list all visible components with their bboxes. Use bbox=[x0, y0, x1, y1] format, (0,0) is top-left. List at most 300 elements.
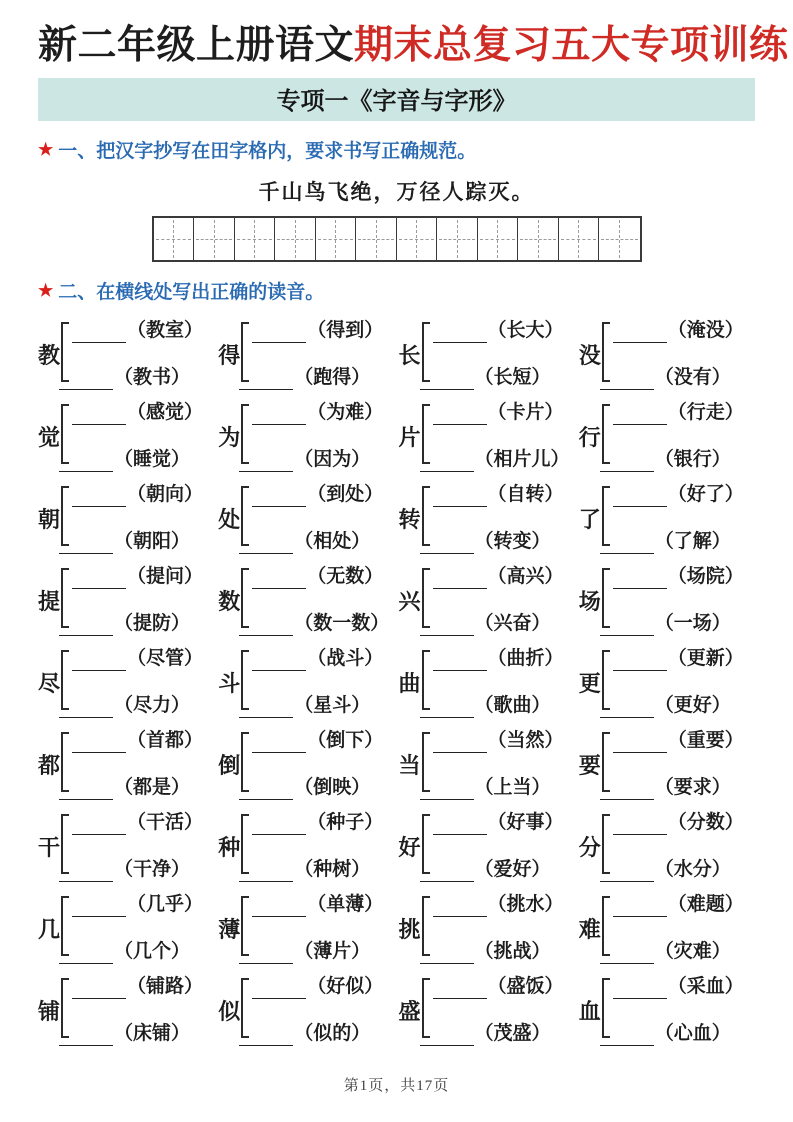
entry-lines bbox=[252, 891, 383, 966]
blank-underline bbox=[600, 621, 654, 636]
entry-line-2 bbox=[239, 1022, 383, 1046]
entry-line-2 bbox=[600, 448, 744, 472]
blank-underline bbox=[59, 1031, 113, 1046]
blank-underline bbox=[59, 785, 113, 800]
entry-lines bbox=[252, 399, 383, 474]
star-icon: ★ bbox=[38, 280, 54, 300]
pronunciation-entry bbox=[399, 973, 575, 1048]
pronunciation-entry bbox=[579, 809, 755, 884]
entry-word-2: （相处） bbox=[294, 531, 371, 553]
entry-character: 好 bbox=[398, 834, 421, 860]
blank-underline bbox=[420, 949, 474, 964]
entry-word-1: （几乎） bbox=[127, 893, 204, 915]
page-title-red-part: 期末总复习五大专项训练 bbox=[354, 24, 789, 67]
pronunciation-entry bbox=[38, 727, 214, 802]
entry-line-2 bbox=[59, 366, 203, 390]
entry-word-1: （长大） bbox=[487, 319, 564, 341]
tianzige-cell bbox=[599, 218, 640, 260]
entry-word-1: （挑水） bbox=[487, 893, 564, 915]
blank-underline bbox=[600, 949, 654, 964]
blank-underline bbox=[252, 738, 306, 753]
entry-lines bbox=[252, 645, 383, 720]
blank-underline bbox=[59, 621, 113, 636]
entry-word-1: （首都） bbox=[127, 729, 204, 751]
tianzige-cell bbox=[559, 218, 600, 260]
entry-character: 斗 bbox=[218, 670, 241, 696]
entry-word-1: （得到） bbox=[307, 319, 384, 341]
entry-line-2 bbox=[420, 858, 564, 882]
entry-line-1 bbox=[613, 975, 744, 999]
section-1-heading bbox=[38, 136, 755, 163]
entry-word-1: （尽管） bbox=[127, 647, 204, 669]
entry-line-1 bbox=[252, 811, 383, 835]
entry-lines bbox=[613, 727, 744, 802]
entry-word-2: （跑得） bbox=[294, 367, 371, 389]
pronunciation-entry bbox=[38, 481, 214, 556]
entry-word-2: （星斗） bbox=[294, 695, 371, 717]
entry-word-2: （转变） bbox=[474, 531, 551, 553]
blank-underline bbox=[613, 820, 667, 835]
entry-line-2 bbox=[59, 940, 203, 964]
entry-line-1 bbox=[252, 401, 383, 425]
entry-line-2 bbox=[420, 366, 564, 390]
entry-word-1: （重要） bbox=[667, 729, 744, 751]
blank-underline bbox=[420, 621, 474, 636]
pronunciation-entry bbox=[579, 317, 755, 392]
blank-underline bbox=[433, 656, 487, 671]
pronunciation-entry bbox=[218, 973, 394, 1048]
entry-character: 曲 bbox=[398, 670, 421, 696]
blank-underline bbox=[59, 539, 113, 554]
entry-word-2: （因为） bbox=[294, 449, 371, 471]
tianzige-cell bbox=[478, 218, 519, 260]
blank-underline bbox=[59, 457, 113, 472]
entry-word-2: （歌曲） bbox=[474, 695, 551, 717]
entry-character: 行 bbox=[578, 424, 601, 450]
tianzige-cell bbox=[356, 218, 397, 260]
entry-line-2 bbox=[600, 776, 744, 800]
entry-line-1 bbox=[252, 975, 383, 999]
entry-line-2 bbox=[59, 448, 203, 472]
practice-sentence: 千山鸟飞绝，万径人踪灭。 bbox=[258, 179, 535, 204]
entry-lines bbox=[613, 891, 744, 966]
pronunciation-entry bbox=[579, 399, 755, 474]
pronunciation-entry bbox=[399, 809, 575, 884]
pronunciation-entry bbox=[579, 973, 755, 1048]
entry-word-2: （爱好） bbox=[474, 859, 551, 881]
entry-lines bbox=[613, 481, 744, 556]
entry-line-1 bbox=[433, 893, 564, 917]
entry-word-1: （到处） bbox=[307, 483, 384, 505]
entry-word-2: （尽力） bbox=[114, 695, 191, 717]
entry-line-1 bbox=[252, 319, 383, 343]
blank-underline bbox=[252, 492, 306, 507]
entry-character: 片 bbox=[398, 424, 421, 450]
page-title bbox=[38, 24, 789, 69]
blank-underline bbox=[239, 539, 293, 554]
blank-underline bbox=[433, 328, 487, 343]
entry-line-1 bbox=[72, 975, 203, 999]
entry-line-2 bbox=[600, 694, 744, 718]
pronunciation-entry bbox=[218, 563, 394, 638]
entry-character: 长 bbox=[398, 342, 421, 368]
entry-line-1 bbox=[252, 565, 389, 589]
entry-word-2: （种树） bbox=[294, 859, 371, 881]
blank-underline bbox=[239, 621, 293, 636]
entry-lines bbox=[613, 399, 744, 474]
entry-line-1 bbox=[613, 729, 744, 753]
entry-word-1: （淹没） bbox=[667, 319, 744, 341]
blank-underline bbox=[239, 703, 293, 718]
entry-line-1 bbox=[613, 401, 744, 425]
entry-word-2: （要求） bbox=[654, 777, 731, 799]
entry-word-1: （单薄） bbox=[307, 893, 384, 915]
blank-underline bbox=[600, 867, 654, 882]
blank-underline bbox=[72, 984, 126, 999]
blank-underline bbox=[239, 785, 293, 800]
entry-character: 难 bbox=[578, 916, 601, 942]
entry-word-2: （几个） bbox=[114, 941, 191, 963]
entry-character: 转 bbox=[398, 506, 421, 532]
entry-line-2 bbox=[420, 530, 564, 554]
entry-line-1 bbox=[72, 729, 203, 753]
pronunciation-entry bbox=[579, 891, 755, 966]
blank-underline bbox=[72, 492, 126, 507]
entry-lines bbox=[72, 317, 203, 392]
pronunciation-entry bbox=[38, 645, 214, 720]
entry-character: 似 bbox=[218, 998, 241, 1024]
entry-lines bbox=[613, 973, 744, 1048]
entry-word-1: （曲折） bbox=[487, 647, 564, 669]
entry-word-1: （干活） bbox=[127, 811, 204, 833]
blank-underline bbox=[613, 738, 667, 753]
entry-lines bbox=[613, 563, 744, 638]
pronunciation-entry bbox=[218, 891, 394, 966]
entry-line-2 bbox=[59, 530, 203, 554]
entry-character: 觉 bbox=[38, 424, 61, 450]
entry-character: 血 bbox=[578, 998, 601, 1024]
entry-character: 了 bbox=[578, 506, 601, 532]
entry-line-2 bbox=[420, 940, 564, 964]
entry-line-2 bbox=[59, 612, 203, 636]
pronunciation-entry bbox=[579, 481, 755, 556]
entry-lines bbox=[72, 481, 203, 556]
entry-line-1 bbox=[72, 565, 203, 589]
pronunciation-entry bbox=[399, 399, 575, 474]
pronunciation-entry bbox=[38, 317, 214, 392]
entry-line-2 bbox=[600, 366, 744, 390]
entry-word-1: （好似） bbox=[307, 975, 384, 997]
entry-word-2: （似的） bbox=[294, 1023, 371, 1045]
entry-character: 干 bbox=[38, 834, 61, 860]
blank-underline bbox=[600, 785, 654, 800]
blank-underline bbox=[420, 375, 474, 390]
entry-lines bbox=[433, 809, 564, 884]
entry-lines bbox=[72, 891, 203, 966]
blank-underline bbox=[420, 867, 474, 882]
entry-word-1: （好事） bbox=[487, 811, 564, 833]
entry-character: 要 bbox=[578, 752, 601, 778]
entry-word-1: （难题） bbox=[667, 893, 744, 915]
entry-line-2 bbox=[239, 776, 383, 800]
entry-line-2 bbox=[239, 612, 389, 636]
entry-lines bbox=[72, 645, 203, 720]
entry-word-1: （自转） bbox=[487, 483, 564, 505]
entry-line-1 bbox=[252, 893, 383, 917]
entry-lines bbox=[252, 481, 383, 556]
star-icon: ★ bbox=[38, 139, 54, 159]
entry-word-2: （倒映） bbox=[294, 777, 371, 799]
entry-word-2: （灾难） bbox=[654, 941, 731, 963]
entry-lines bbox=[72, 563, 203, 638]
entry-word-2: （提防） bbox=[114, 613, 191, 635]
blank-underline bbox=[239, 867, 293, 882]
entry-word-2: （长短） bbox=[474, 367, 551, 389]
entry-lines bbox=[433, 317, 564, 392]
blank-underline bbox=[59, 867, 113, 882]
entry-line-1 bbox=[433, 729, 564, 753]
section-2-instruction: 二、在横线处写出正确的读音。 bbox=[58, 281, 325, 303]
blank-underline bbox=[420, 457, 474, 472]
pronunciation-entry bbox=[38, 891, 214, 966]
entry-character: 倒 bbox=[218, 752, 241, 778]
entry-word-1: （为难） bbox=[307, 401, 384, 423]
entry-character: 盛 bbox=[398, 998, 421, 1024]
pronunciation-entry bbox=[218, 645, 394, 720]
entry-word-2: （一场） bbox=[654, 613, 731, 635]
tianzige-cell bbox=[194, 218, 235, 260]
entry-lines bbox=[613, 809, 744, 884]
entry-word-1: （采血） bbox=[667, 975, 744, 997]
entry-lines bbox=[433, 891, 564, 966]
tianzige-cell bbox=[397, 218, 438, 260]
entry-character: 没 bbox=[578, 342, 601, 368]
blank-underline bbox=[433, 574, 487, 589]
entry-line-1 bbox=[433, 565, 564, 589]
entry-lines bbox=[433, 399, 570, 474]
entry-lines bbox=[72, 399, 203, 474]
entry-word-2: （都是） bbox=[114, 777, 191, 799]
entry-line-1 bbox=[72, 893, 203, 917]
blank-underline bbox=[72, 574, 126, 589]
entry-character: 尽 bbox=[38, 670, 61, 696]
entry-line-2 bbox=[420, 776, 564, 800]
blank-underline bbox=[72, 738, 126, 753]
pronunciation-entry bbox=[38, 809, 214, 884]
blank-underline bbox=[72, 656, 126, 671]
entry-word-2: （床铺） bbox=[114, 1023, 191, 1045]
blank-underline bbox=[433, 902, 487, 917]
entry-line-2 bbox=[59, 776, 203, 800]
entry-lines bbox=[613, 645, 744, 720]
blank-underline bbox=[600, 375, 654, 390]
subtitle-banner bbox=[38, 78, 755, 121]
blank-underline bbox=[252, 902, 306, 917]
blank-underline bbox=[420, 1031, 474, 1046]
blank-underline bbox=[252, 574, 306, 589]
blank-underline bbox=[252, 984, 306, 999]
pronunciation-entry bbox=[218, 399, 394, 474]
entry-line-1 bbox=[433, 811, 564, 835]
entry-line-1 bbox=[72, 647, 203, 671]
entry-character: 分 bbox=[578, 834, 601, 860]
tianzige-cell bbox=[437, 218, 478, 260]
entry-word-2: （相片儿） bbox=[474, 449, 570, 471]
entry-line-1 bbox=[72, 319, 203, 343]
pronunciation-entry bbox=[38, 563, 214, 638]
entry-line-1 bbox=[252, 647, 383, 671]
entry-line-1 bbox=[433, 975, 564, 999]
entry-word-1: （铺路） bbox=[127, 975, 204, 997]
tianzige-cell bbox=[235, 218, 276, 260]
entry-word-2: （数一数） bbox=[294, 613, 390, 635]
entry-character: 数 bbox=[218, 588, 241, 614]
entry-word-2: （心血） bbox=[654, 1023, 731, 1045]
entry-word-1: （好了） bbox=[667, 483, 744, 505]
blank-underline bbox=[72, 902, 126, 917]
entry-character: 朝 bbox=[38, 506, 61, 532]
blank-underline bbox=[600, 703, 654, 718]
entry-lines bbox=[72, 973, 203, 1048]
entry-line-1 bbox=[433, 647, 564, 671]
entry-lines bbox=[252, 727, 383, 802]
blank-underline bbox=[252, 410, 306, 425]
entry-line-2 bbox=[239, 366, 383, 390]
tianzige-grid bbox=[152, 216, 642, 262]
entry-line-2 bbox=[600, 612, 744, 636]
pronunciation-entry bbox=[399, 645, 575, 720]
blank-underline bbox=[613, 574, 667, 589]
pronunciation-entry bbox=[579, 645, 755, 720]
entry-lines bbox=[72, 809, 203, 884]
blank-underline bbox=[600, 1031, 654, 1046]
pronunciation-entry bbox=[218, 727, 394, 802]
entry-line-1 bbox=[613, 319, 744, 343]
entry-line-2 bbox=[59, 1022, 203, 1046]
blank-underline bbox=[433, 738, 487, 753]
entry-character: 种 bbox=[218, 834, 241, 860]
entry-line-2 bbox=[239, 530, 383, 554]
entry-word-1: （感觉） bbox=[127, 401, 204, 423]
blank-underline bbox=[239, 375, 293, 390]
blank-underline bbox=[433, 984, 487, 999]
tianzige-cell bbox=[154, 218, 195, 260]
entry-word-2: （更好） bbox=[654, 695, 731, 717]
entry-line-1 bbox=[613, 565, 744, 589]
entry-word-1: （分数） bbox=[667, 811, 744, 833]
entry-word-1: （当然） bbox=[487, 729, 564, 751]
blank-underline bbox=[613, 328, 667, 343]
entry-line-2 bbox=[600, 858, 744, 882]
entry-word-1: （无数） bbox=[307, 565, 384, 587]
pronunciation-entry bbox=[399, 563, 575, 638]
blank-underline bbox=[239, 1031, 293, 1046]
entry-word-1: （高兴） bbox=[487, 565, 564, 587]
entry-character: 更 bbox=[578, 670, 601, 696]
entry-line-2 bbox=[420, 1022, 564, 1046]
entry-word-2: （朝阳） bbox=[114, 531, 191, 553]
entry-line-2 bbox=[600, 530, 744, 554]
pronunciation-entry bbox=[399, 891, 575, 966]
section-2-heading bbox=[38, 277, 755, 304]
entry-line-2 bbox=[600, 940, 744, 964]
entry-lines bbox=[433, 481, 564, 556]
pronunciation-entry bbox=[218, 481, 394, 556]
entry-line-2 bbox=[239, 858, 383, 882]
entry-character: 得 bbox=[218, 342, 241, 368]
blank-underline bbox=[613, 492, 667, 507]
blank-underline bbox=[252, 656, 306, 671]
entry-line-2 bbox=[239, 694, 383, 718]
entry-character: 处 bbox=[218, 506, 241, 532]
pronunciation-entry bbox=[579, 727, 755, 802]
entry-word-1: （行走） bbox=[667, 401, 744, 423]
entry-lines bbox=[252, 973, 383, 1048]
entry-word-2: （睡觉） bbox=[114, 449, 191, 471]
entry-line-2 bbox=[239, 448, 383, 472]
entry-line-2 bbox=[420, 694, 564, 718]
pronunciation-entry bbox=[38, 399, 214, 474]
entry-line-1 bbox=[252, 729, 383, 753]
blank-underline bbox=[59, 949, 113, 964]
entry-word-1: （更新） bbox=[667, 647, 744, 669]
blank-underline bbox=[72, 820, 126, 835]
blank-underline bbox=[613, 656, 667, 671]
entry-word-1: （种子） bbox=[307, 811, 384, 833]
entry-character: 挑 bbox=[398, 916, 421, 942]
entry-line-1 bbox=[433, 319, 564, 343]
blank-underline bbox=[420, 539, 474, 554]
entry-word-1: （提问） bbox=[127, 565, 204, 587]
entry-word-1: （倒下） bbox=[307, 729, 384, 751]
entry-lines bbox=[433, 645, 564, 720]
blank-underline bbox=[600, 539, 654, 554]
blank-underline bbox=[59, 375, 113, 390]
entry-word-1: （场院） bbox=[667, 565, 744, 587]
entry-lines bbox=[433, 973, 564, 1048]
pronunciation-entry bbox=[399, 727, 575, 802]
entry-line-2 bbox=[420, 448, 570, 472]
entry-word-2: （上当） bbox=[474, 777, 551, 799]
subtitle-text: 专项一《字音与字形》 bbox=[276, 88, 517, 115]
entry-word-2: （薄片） bbox=[294, 941, 371, 963]
pronunciation-entry bbox=[399, 481, 575, 556]
blank-underline bbox=[72, 328, 126, 343]
entry-word-2: （了解） bbox=[654, 531, 731, 553]
entry-lines bbox=[252, 317, 383, 392]
entry-line-2 bbox=[59, 694, 203, 718]
pronunciation-entry bbox=[218, 809, 394, 884]
entry-line-1 bbox=[72, 401, 203, 425]
blank-underline bbox=[72, 410, 126, 425]
blank-underline bbox=[420, 785, 474, 800]
entry-word-2: （水分） bbox=[654, 859, 731, 881]
entry-character: 当 bbox=[398, 752, 421, 778]
entry-lines bbox=[613, 317, 744, 392]
entry-character: 提 bbox=[38, 588, 61, 614]
entry-word-1: （卡片） bbox=[487, 401, 564, 423]
page-title-black-part: 新二年级上册语文 bbox=[38, 24, 355, 67]
entry-lines bbox=[433, 563, 564, 638]
entry-word-2: （银行） bbox=[654, 449, 731, 471]
entry-word-2: （挑战） bbox=[474, 941, 551, 963]
entry-line-1 bbox=[72, 483, 203, 507]
entry-word-1: （战斗） bbox=[307, 647, 384, 669]
pronunciation-entry bbox=[579, 563, 755, 638]
pronunciation-entry bbox=[38, 973, 214, 1048]
entry-character: 为 bbox=[218, 424, 241, 450]
tianzige-cell bbox=[275, 218, 316, 260]
